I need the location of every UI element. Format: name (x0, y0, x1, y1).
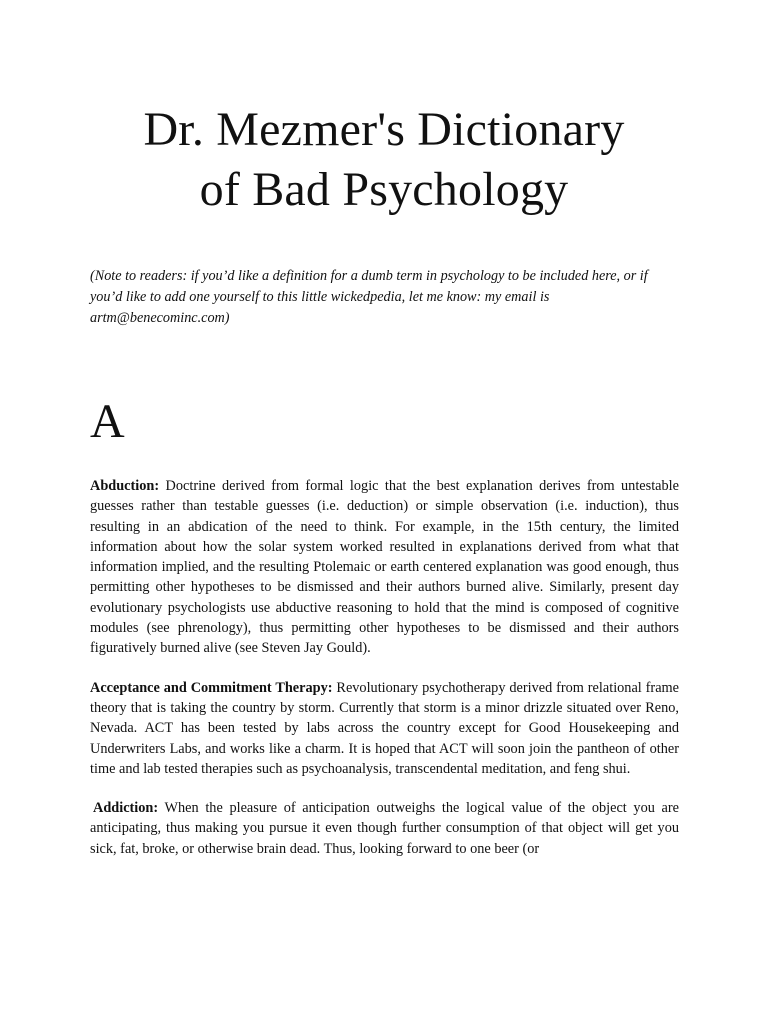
entry-term: Addiction: (93, 800, 159, 817)
title-line-2: of Bad Psychology (199, 163, 569, 216)
reader-note: (Note to readers: if you’d like a definition for a dumb term in psychology to be included here, or if you’d like to add one yourself to this little wickedpedia, let me know: my email is artm@benecominc.com) (90, 268, 648, 326)
entry-term: Abduction: (90, 478, 160, 494)
entry-definition: When the pleasure of anticipation outweighs the logical value of the object you are anticipating, thus making you pursue it even though further consumption of that object will get you sick, fat, broke, or otherwise brain dead. Thus, looking forward to one beer (or (90, 800, 679, 857)
section-letter: A (90, 395, 125, 448)
title-line-1: Dr. Mezmer's Dictionary (143, 103, 625, 156)
dictionary-entries (90, 476, 679, 878)
entry-definition: Doctrine derived from formal logic that the best explanation derives from untestable guesses rather than testable guesses (i.e. deduction) or simple observation (i.e. induction), thus resulting in an abdication of the need to think. For example, in the 15th century, the limited information about how the solar system worked resulted in explanations derived from what that information implied, and the resulting Ptolemaic or earth centered explanation was good enough, thus permitting other hypotheses to be dismissed and their authors burned alive. Similarly, present day evolutionary psychologists use abductive reasoning to hold that the mind is composed of cognitive modules (see phrenology), thus permitting other hypotheses to be dismissed and their authors figuratively burned alive (see Steven Jay Gould). (90, 478, 679, 657)
entry-definition: Revolutionary psychotherapy derived from relational frame theory that is taking the country by storm. Currently that storm is a minor drizzle situated over Reno, Nevada. ACT has been tested by labs across the country except for Good Housekeeping and Underwriters Labs, and works like a charm. It is hoped that ACT will soon join the pantheon of other time and lab tested therapies such as psychoanalysis, transcendental meditation, and feng shui. (90, 679, 680, 777)
entry-abduction (90, 476, 679, 659)
entry-term: Acceptance and Commitment Therapy: (90, 679, 333, 696)
entry-addiction (90, 798, 679, 859)
entry-acceptance-commitment-therapy (90, 678, 679, 779)
page-title (0, 100, 768, 220)
